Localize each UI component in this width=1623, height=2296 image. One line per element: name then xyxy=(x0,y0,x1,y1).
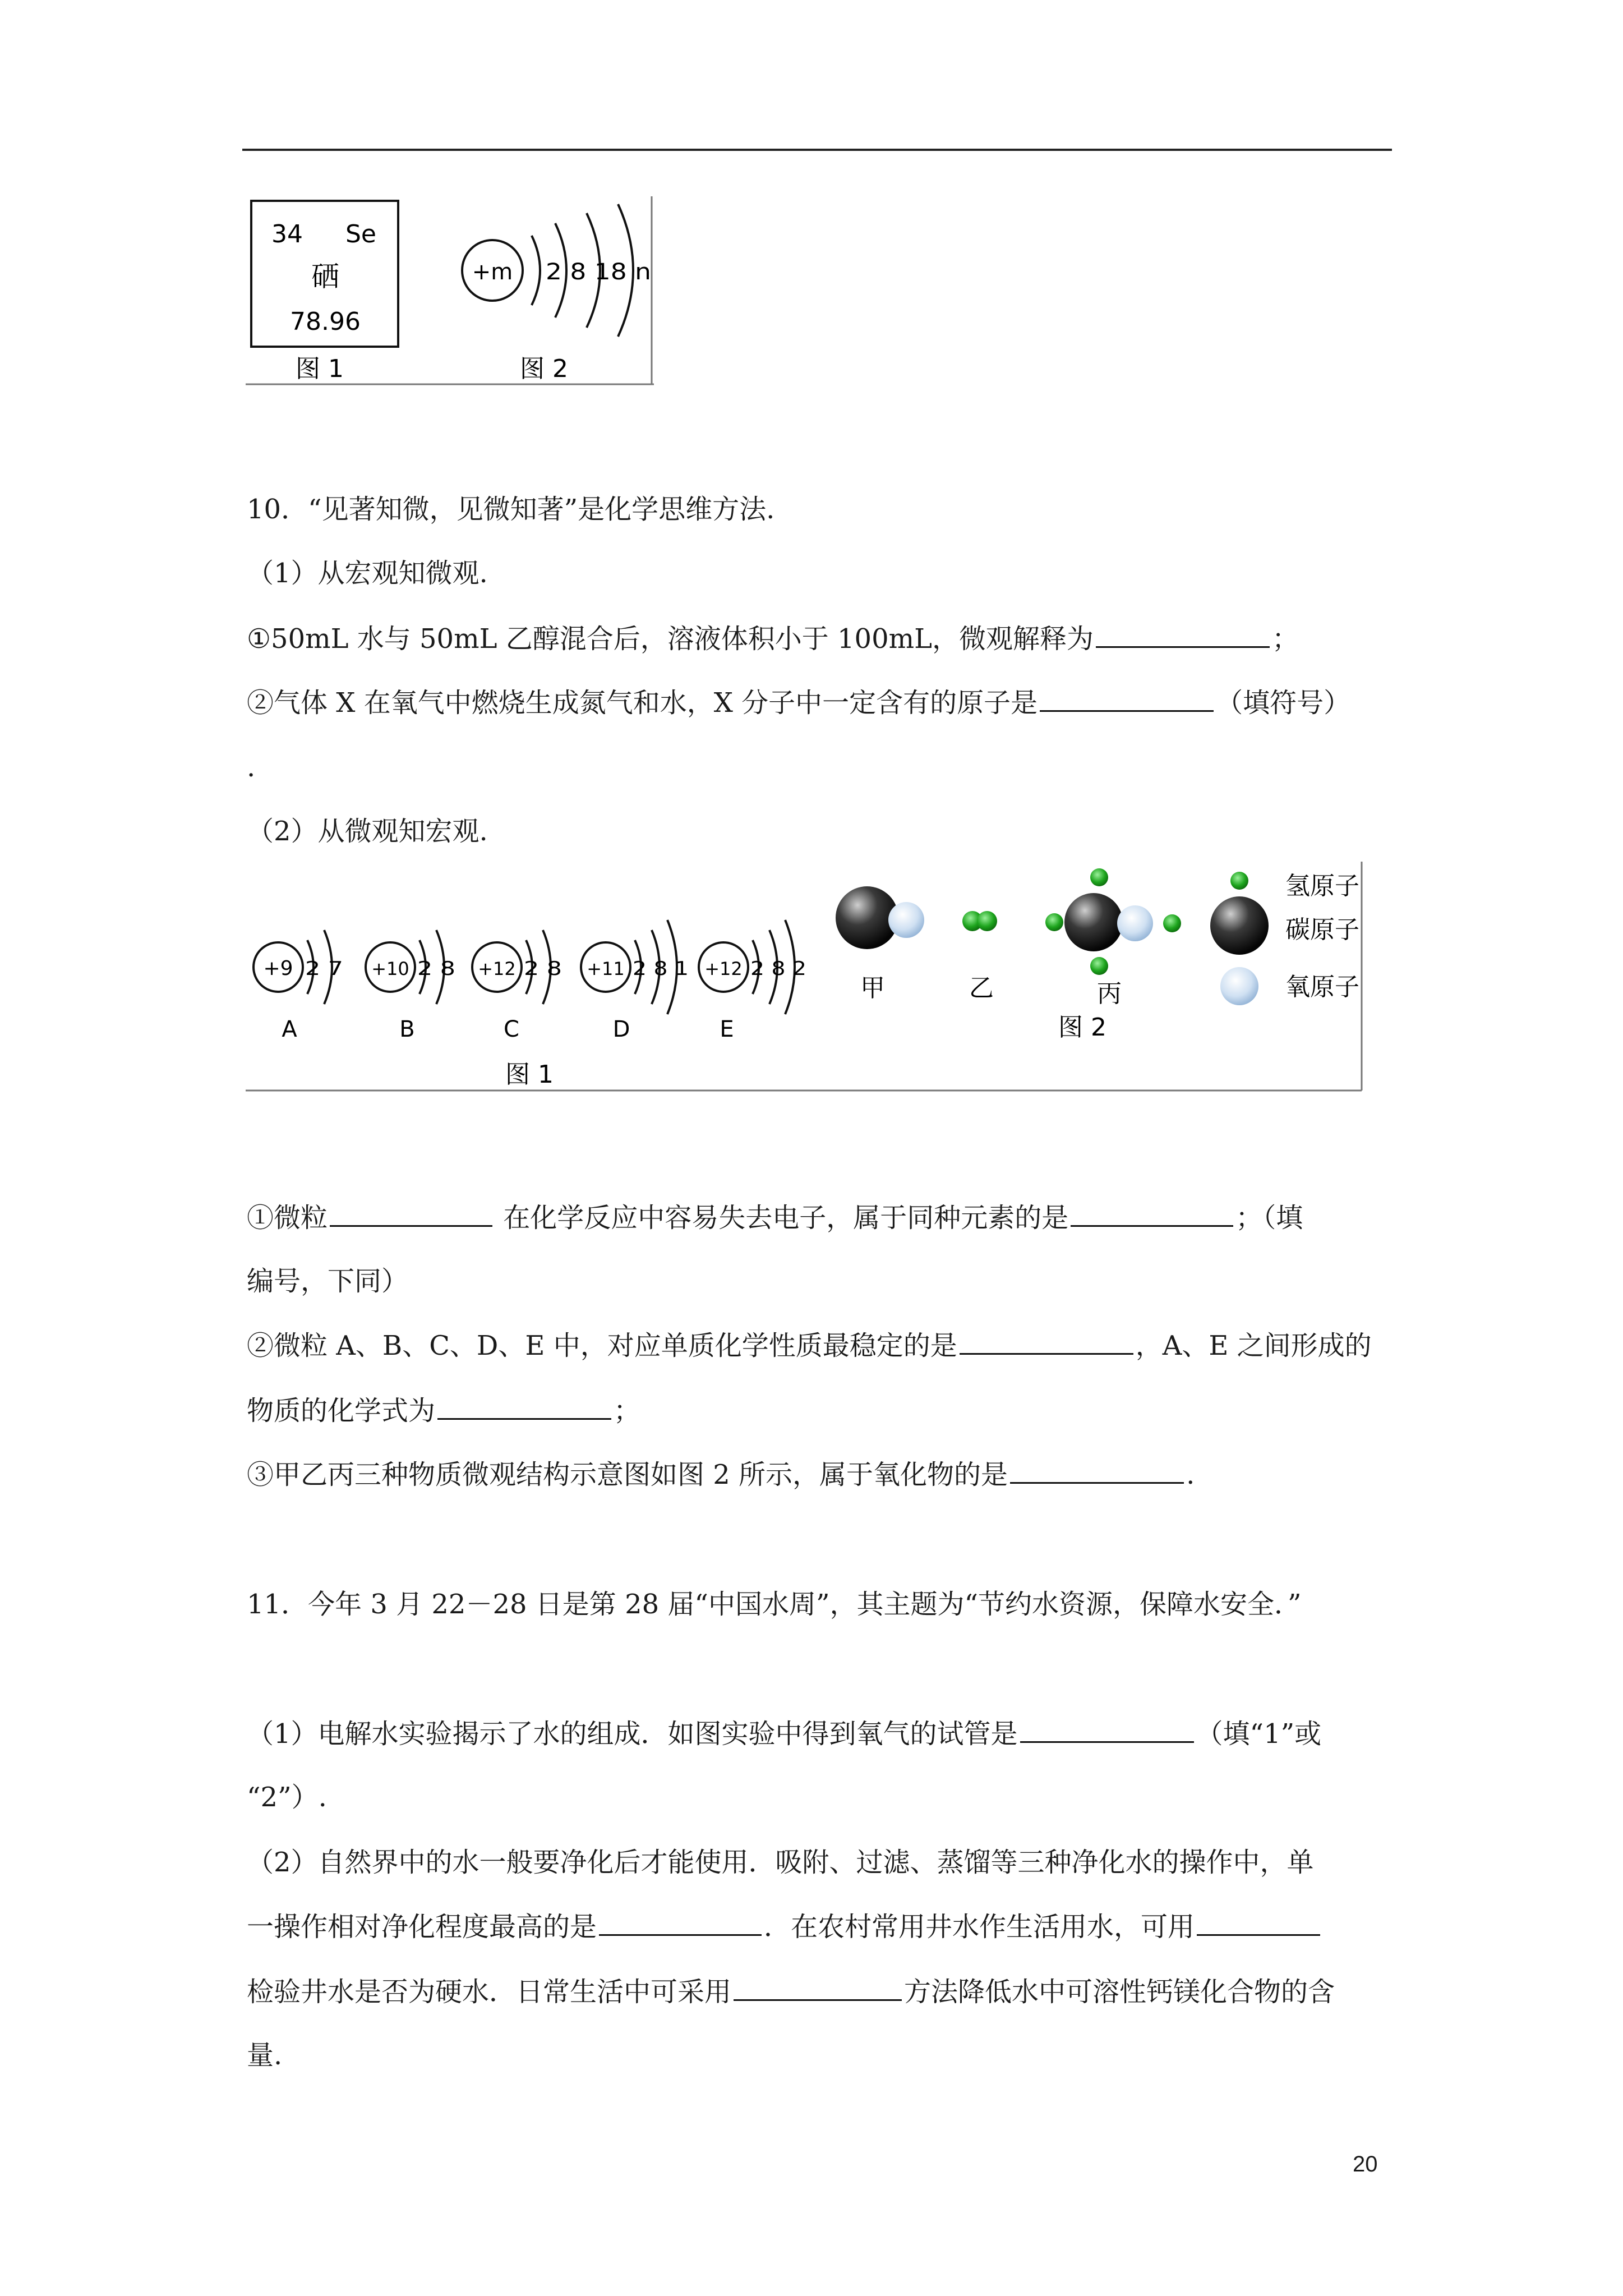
atom-structure-D xyxy=(581,920,689,1042)
answer-blank[interactable] xyxy=(734,1975,902,2001)
answer-blank[interactable] xyxy=(960,1328,1133,1355)
answer-blank[interactable] xyxy=(1096,622,1270,648)
nucleus-charge: +m xyxy=(472,259,513,285)
q10-line-5: ②微粒 A、B、C、D、E 中，对应单质化学性质最稳定的是 ，A、E 之间形成的 xyxy=(247,1328,1372,1363)
q10-part2-heading: （2）从微观知宏观. xyxy=(247,816,488,847)
svg-text:B: B xyxy=(399,1016,415,1042)
legend-carbon: 碳原子 xyxy=(1285,915,1359,944)
atom-structure-B xyxy=(366,930,455,1042)
molecule-yi xyxy=(962,911,997,1002)
q11-line-2: “2”）. xyxy=(247,1782,327,1813)
svg-text:C: C xyxy=(504,1016,519,1042)
answer-blank[interactable] xyxy=(1040,685,1214,712)
carbon-atom-icon xyxy=(1210,896,1269,955)
legend-hydrogen: 氢原子 xyxy=(1285,872,1359,900)
hydrogen-atom-icon xyxy=(1230,872,1248,890)
q10-line-2-end: . xyxy=(247,752,256,783)
answer-blank[interactable] xyxy=(1020,1717,1194,1743)
atomic-mass: 78.96 xyxy=(290,307,361,336)
svg-text:乙: 乙 xyxy=(969,974,994,1002)
q11-line-6: 量. xyxy=(247,2040,283,2071)
q10-part1-heading: （1）从宏观知微观. xyxy=(247,558,488,589)
svg-text:A: A xyxy=(282,1016,297,1042)
answer-blank[interactable] xyxy=(1197,1910,1320,1936)
q11-line-5: 检验井水是否为硬水．日常生活中可采用 方法降低水中可溶性钙镁化合物的含 xyxy=(247,1975,1335,2009)
element-symbol: Se xyxy=(345,220,376,249)
svg-text:+11: +11 xyxy=(587,958,625,979)
svg-text:E: E xyxy=(720,1016,734,1042)
figure2-caption: 图 2 xyxy=(520,355,568,383)
atom-structure-E xyxy=(699,920,806,1042)
element-name: 硒 xyxy=(311,260,339,293)
svg-text:+12: +12 xyxy=(704,958,743,979)
q10-line-6: 物质的化学式为 ； xyxy=(247,1393,640,1428)
atom-structure-A xyxy=(253,930,343,1042)
svg-text:2 8: 2 8 xyxy=(417,958,455,980)
q10-line-4: 编号，下同） xyxy=(247,1266,409,1297)
svg-text:2 7: 2 7 xyxy=(305,958,343,980)
answer-blank[interactable] xyxy=(437,1393,611,1420)
electron-shell-1 xyxy=(532,236,540,305)
q11-title: 11．今年 3 月 22－28 日是第 28 届“中国水周”，其主题为“节约水资源，保障水安全．” xyxy=(247,1589,1302,1620)
selenium-figure xyxy=(246,196,654,387)
molecule-bing xyxy=(1045,868,1181,1008)
svg-text:甲: 甲 xyxy=(860,974,885,1002)
atom-structure-C xyxy=(472,930,562,1042)
q10-line-2: ②气体 X 在氧气中燃烧生成氮气和水，X 分子中一定含有的原子是 （填符号） xyxy=(247,685,1350,720)
figure1-caption: 图 1 xyxy=(296,355,344,383)
svg-text:+10: +10 xyxy=(371,958,409,979)
q10-title: 10．“见著知微，见微知著”是化学思维方法. xyxy=(247,494,775,525)
molecules-figure-caption: 图 2 xyxy=(1058,1013,1106,1042)
page-number: 20 xyxy=(1353,2152,1378,2177)
answer-blank[interactable] xyxy=(330,1200,492,1227)
svg-text:+9: +9 xyxy=(263,957,293,980)
svg-text:2 8: 2 8 xyxy=(524,958,562,980)
atoms-molecules-figure xyxy=(246,862,1367,1093)
svg-text:2 8 1: 2 8 1 xyxy=(633,958,689,980)
header-rule xyxy=(242,149,1392,151)
answer-blank[interactable] xyxy=(1071,1200,1233,1227)
legend-oxygen: 氧原子 xyxy=(1285,973,1359,1001)
atoms-figure-caption: 图 1 xyxy=(505,1060,554,1089)
q10-line-3: ①微粒 在化学反应中容易失去电子，属于同种元素的是 ；（填 xyxy=(247,1200,1303,1235)
svg-text:2 8 2: 2 8 2 xyxy=(750,958,806,980)
oxygen-atom-icon xyxy=(1220,967,1258,1005)
molecule-legend xyxy=(1210,872,1359,1005)
q10-line-7: ③甲乙丙三种物质微观结构示意图如图 2 所示，属于氧化物的是 . xyxy=(247,1457,1195,1492)
svg-text:丙: 丙 xyxy=(1097,979,1122,1008)
answer-blank[interactable] xyxy=(599,1910,762,1936)
answer-blank[interactable] xyxy=(1010,1457,1184,1484)
q11-line-1: （1）电解水实验揭示了水的组成．如图实验中得到氧气的试管是 （填“1”或 xyxy=(247,1717,1321,1751)
svg-text:+12: +12 xyxy=(478,958,516,979)
q10-line-1: ①50mL 水与 50mL 乙醇混合后，溶液体积小于 100mL，微观解释为 ； xyxy=(247,622,1299,656)
atomic-number: 34 xyxy=(271,220,303,249)
svg-text:D: D xyxy=(612,1016,630,1042)
molecule-jia xyxy=(836,886,924,1002)
q11-line-3: （2）自然界中的水一般要净化后才能使用．吸附、过滤、蒸馏等三种净化水的操作中，单 xyxy=(247,1847,1314,1878)
q11-line-4: 一操作相对净化程度最高的是 ．在农村常用井水作生活用水，可用 xyxy=(247,1910,1322,1944)
electron-counts: 2 8 18 n xyxy=(546,259,651,285)
